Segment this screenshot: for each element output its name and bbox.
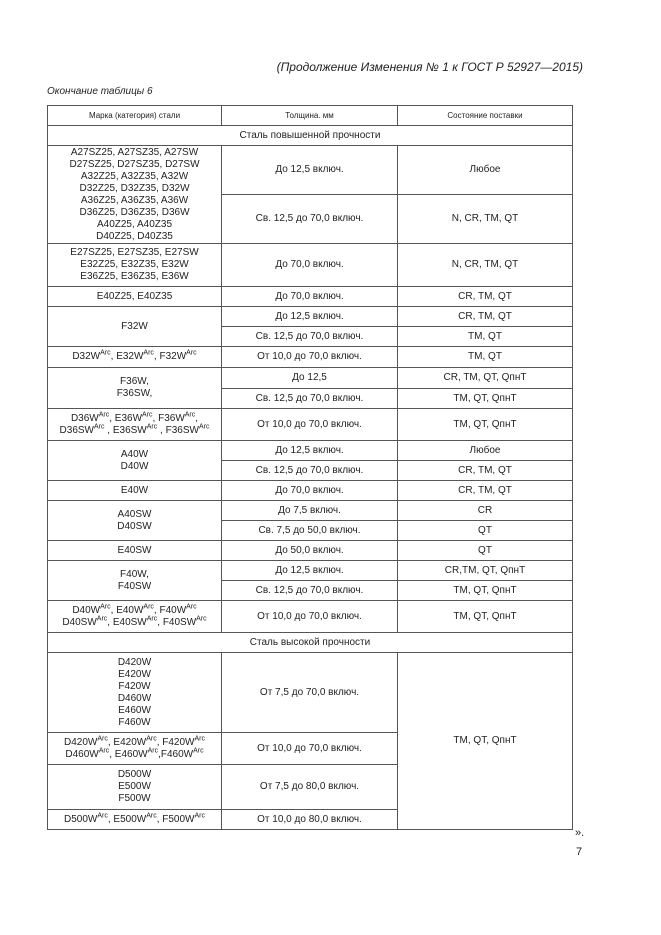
section-title-very-high-strength: Сталь высокой прочности (48, 633, 573, 653)
state-cell: TM, QT (398, 347, 573, 368)
state-cell: CR,TM, QT, QпнT (398, 561, 573, 581)
grade-cell: D500W E500W F500W (48, 765, 222, 810)
state-cell: CR, TM, QT (398, 481, 573, 501)
thickness-cell: Св. 12,5 до 70,0 включ. (222, 195, 398, 244)
grade-cell: A40W D40W (48, 441, 222, 481)
state-cell: TM, QT, QпнT (398, 653, 573, 830)
table-row (48, 287, 573, 307)
table-row (48, 481, 573, 501)
grade-cell-arc: $D420W^{Arc}$, $E420W^{Arc}$, $F420W^{Arc}$ $D460W^{Arc}$, $E460W^{Arc},F460W^{Arc}$ (48, 733, 222, 765)
state-cell: N, CR, TM, QT (398, 195, 573, 244)
table-row (48, 653, 573, 733)
thickness-cell: Св. 7,5 до 50,0 включ. (222, 521, 398, 541)
state-cell: QT (398, 541, 573, 561)
grade-cell: E40SW (48, 541, 222, 561)
table-row (48, 601, 573, 633)
thickness-cell: До 70,0 включ. (222, 244, 398, 287)
thickness-cell: От 10,0 до 70,0 включ. (222, 733, 398, 765)
thickness-cell: Св. 12,5 до 70,0 включ. (222, 327, 398, 347)
thickness-cell: До 12,5 включ. (222, 561, 398, 581)
thickness-cell: До 70,0 включ. (222, 481, 398, 501)
grade-cell-arc: $D32W^{Arc}$, $E32W^{Arc}$, $F32W^{Arc}$ (48, 347, 222, 368)
thickness-cell: До 50,0 включ. (222, 541, 398, 561)
thickness-cell: От 10,0 до 70,0 включ. (222, 601, 398, 633)
thickness-cell: До 12,5 (222, 368, 398, 389)
grade-cell: E27SZ25, E27SZ35, E27SW E32Z25, E32Z35, E32W E36Z25, E36Z35, E36W (48, 244, 222, 287)
grade-cell: A27SZ25, A27SZ35, A27SW D27SZ25, D27SZ35, D27SW A32Z25, A32Z35, A32W D32Z25, D32Z35, D32W A36Z25, A36Z35, A36W D36Z25, D36Z35, D36W A40Z25, A40Z35 D40Z25, D40Z35 (48, 146, 222, 244)
grade-cell: A40SW D40SW (48, 501, 222, 541)
state-cell: TM, QT, QпнT (398, 389, 573, 409)
section-title-high-strength: Сталь повышенной прочности (48, 126, 573, 146)
thickness-cell: До 12,5 включ. (222, 146, 398, 195)
grade-cell: F36W, F36SW, (48, 368, 222, 409)
state-cell: TM, QT, QпнT (398, 581, 573, 601)
thickness-cell: До 7,5 включ. (222, 501, 398, 521)
state-cell: Любое (398, 146, 573, 195)
section-row (48, 126, 573, 146)
closing-quote: ». (575, 827, 585, 839)
table-row (48, 501, 573, 521)
col-header-thickness: Толщина. мм (222, 106, 398, 126)
grade-cell-arc: $D40W^{Arc}$, $E40W^{Arc}$, $F40W^{Arc}$ $D40SW^{Arc}$, $E40SW^{Arc}$, $F40SW^{Arc}$ (48, 601, 222, 633)
table-row (48, 561, 573, 581)
thickness-cell: Св. 12,5 до 70,0 включ. (222, 581, 398, 601)
page-number: 7 (576, 846, 583, 858)
grade-cell: E40Z25, E40Z35 (48, 287, 222, 307)
thickness-cell: Св. 12,5 до 70,0 включ. (222, 389, 398, 409)
grade-cell-arc: $D500W^{Arc}$, $E500W^{Arc}$, $F500W^{Arc}$ (48, 810, 222, 830)
thickness-cell: От 7,5 до 70,0 включ. (222, 653, 398, 733)
section-row (48, 633, 573, 653)
table-row (48, 146, 573, 195)
grade-cell-arc: $D36W^{Arc}$, $E36W^{Arc}$, $F36W^{Arc}$, $D36SW^{Arc}$ , $E36SW^{Arc}$ , $F36SW^{Arc}$ (48, 409, 222, 441)
thickness-cell: От 10,0 до 70,0 включ. (222, 347, 398, 368)
state-cell: TM, QT, QпнT (398, 409, 573, 441)
table-row (48, 441, 573, 461)
header-note: (Продолжение Изменения № 1 к ГОСТ Р 52927—2015) (276, 60, 583, 74)
state-cell: CR, TM, QT (398, 307, 573, 327)
state-cell: QT (398, 521, 573, 541)
state-cell: TM, QT, QпнT (398, 601, 573, 633)
thickness-cell: От 10,0 до 70,0 включ. (222, 409, 398, 441)
state-cell: CR, TM, QT (398, 287, 573, 307)
grade-cell: D420W E420W F420W D460W E460W F460W (48, 653, 222, 733)
table-row (48, 347, 573, 368)
grade-cell: F40W, F40SW (48, 561, 222, 601)
col-header-grade: Марка (категория) стали (48, 106, 222, 126)
state-cell: Любое (398, 441, 573, 461)
grade-cell: E40W (48, 481, 222, 501)
state-cell: CR, TM, QT, QпнT (398, 368, 573, 389)
table-row (48, 409, 573, 441)
table-row (48, 368, 573, 389)
thickness-cell: От 10,0 до 80,0 включ. (222, 810, 398, 830)
grade-cell: F32W (48, 307, 222, 347)
thickness-cell: До 70,0 включ. (222, 287, 398, 307)
thickness-cell: От 7,5 до 80,0 включ. (222, 765, 398, 810)
state-cell: N, CR, TM, QT (398, 244, 573, 287)
state-cell: TM, QT (398, 327, 573, 347)
col-header-state: Состояние поставки (398, 106, 573, 126)
header-row (48, 106, 573, 126)
state-cell: CR (398, 501, 573, 521)
table-row (48, 541, 573, 561)
table-row (48, 244, 573, 287)
table-row (48, 307, 573, 327)
state-cell: CR, TM, QT (398, 461, 573, 481)
thickness-cell: Св. 12,5 до 70,0 включ. (222, 461, 398, 481)
thickness-cell: До 12,5 включ. (222, 441, 398, 461)
steel-grades-table (47, 105, 573, 830)
table-title: Окончание таблицы 6 (47, 86, 153, 97)
thickness-cell: До 12,5 включ. (222, 307, 398, 327)
